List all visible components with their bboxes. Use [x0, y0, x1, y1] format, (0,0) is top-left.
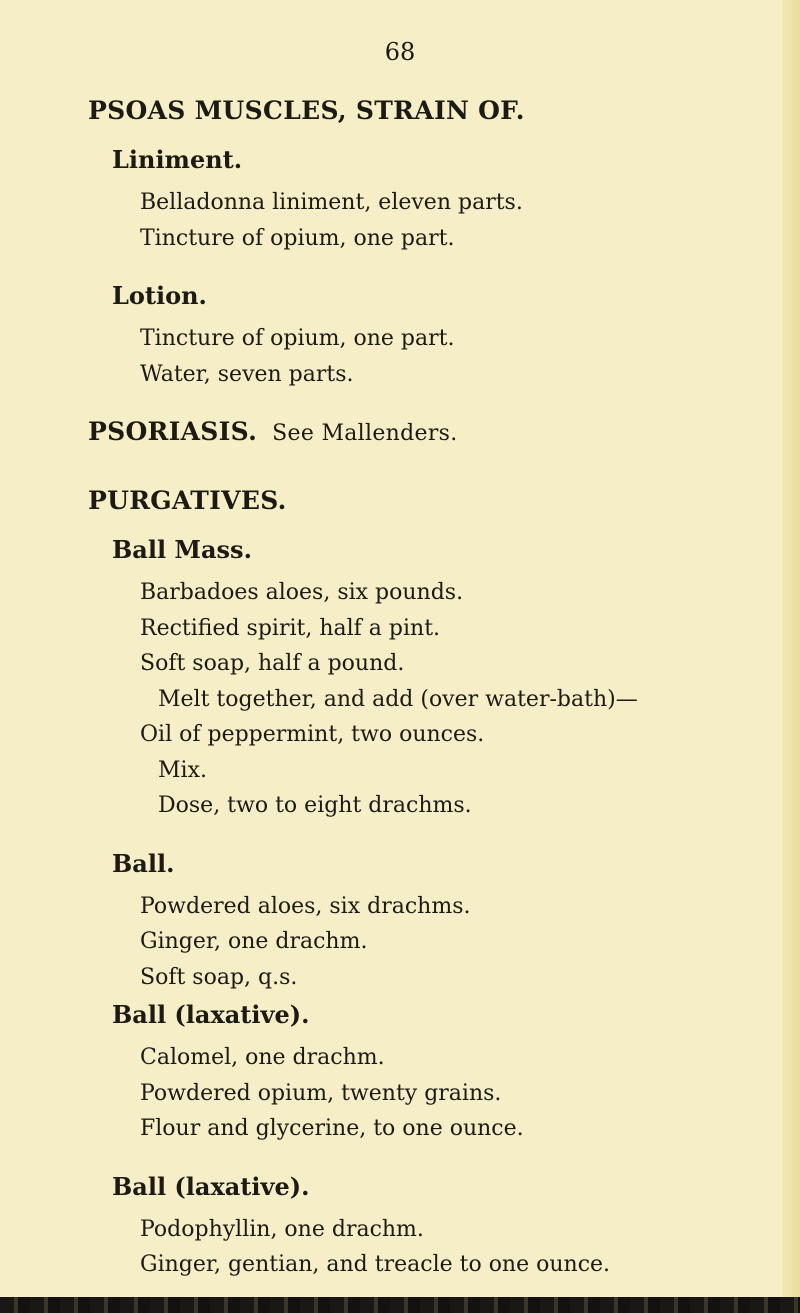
formula-title-liniment: Liniment. [112, 145, 243, 174]
formula-line: Ginger, gentian, and treacle to one ounce. [140, 1252, 611, 1277]
formula-line: Water, seven parts. [140, 361, 354, 387]
formula-line: Calomel, one drachm. [140, 1045, 385, 1070]
section-heading-psoas: PSOAS MUSCLES, STRAIN OF. [88, 96, 525, 125]
formula-line: Oil of peppermint, two ounces. [140, 722, 485, 747]
formula-line: Ginger, one drachm. [140, 929, 368, 954]
formula-title-ball-laxative: Ball (laxative). [112, 1000, 310, 1029]
section-heading-psoriasis [88, 417, 788, 446]
formula-line: Powdered aloes, six drachms. [140, 893, 471, 919]
formula-line: Flour and glycerine, to one ounce. [140, 1116, 524, 1141]
formula-line: Rectified spirit, half a pint. [140, 615, 441, 641]
formula-line: Tincture of opium, one part. [140, 225, 455, 251]
formula-line: Soft soap, half a pound. [140, 651, 405, 676]
formula-title-ball-mass: Ball Mass. [112, 535, 252, 564]
cross-reference: See Mallenders. [272, 421, 458, 446]
formula-line: Melt together, and add (over water-bath)— [158, 686, 638, 712]
formula-title-ball: Ball. [112, 848, 175, 878]
page-bottom-edge [0, 1297, 800, 1313]
formula-title-ball-laxative: Ball (laxative). [112, 1171, 310, 1201]
page-number: 68 [384, 38, 416, 66]
section-heading-text: PSORIASIS. [88, 417, 258, 446]
formula-line: Powdered opium, twenty grains. [140, 1080, 502, 1106]
formula-title-lotion: Lotion. [112, 281, 207, 310]
formula-line: Podophyllin, one drachm. [140, 1216, 424, 1242]
formula-line: Barbadoes aloes, six pounds. [140, 580, 464, 605]
formula-line: Mix. [158, 757, 207, 783]
formula-line: Dose, two to eight drachms. [158, 793, 472, 818]
page-content [88, 96, 788, 1288]
section-heading-purgatives: PURGATIVES. [88, 486, 287, 515]
formula-line: Tincture of opium, one part. [140, 326, 455, 351]
formula-line: Soft soap, q.s. [140, 964, 298, 990]
formula-line: Belladonna liniment, eleven parts. [140, 190, 523, 215]
